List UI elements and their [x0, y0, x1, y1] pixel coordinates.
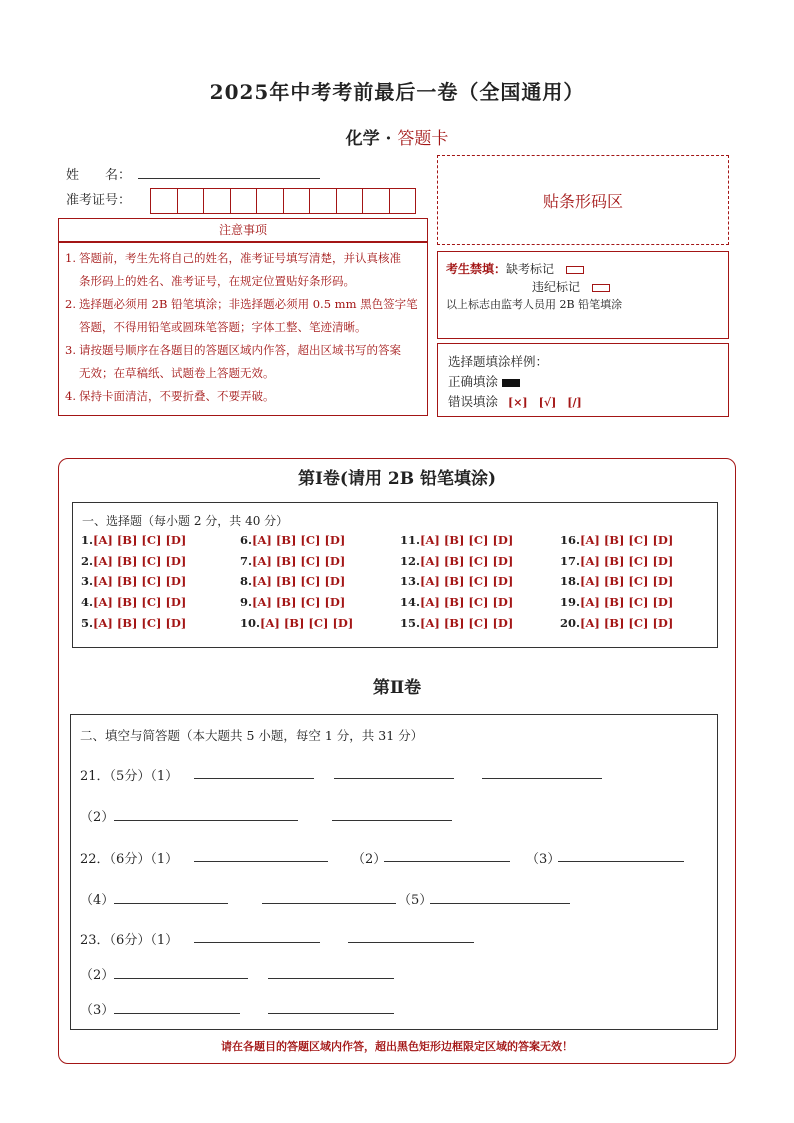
notice-line: 无效；在草稿纸、试题卷上答题无效。 [79, 366, 275, 380]
mc-question-number: 10. [240, 616, 261, 630]
answer-line[interactable] [194, 861, 328, 862]
mc-question[interactable] [400, 554, 513, 568]
mc-options[interactable]: [A] [B] [C] [D] [260, 616, 354, 630]
mc-question[interactable] [400, 616, 513, 630]
barcode-area [437, 155, 729, 245]
q21-2-label: （2） [80, 810, 115, 825]
mc-options[interactable]: [A] [B] [C] [D] [420, 574, 514, 588]
mc-question[interactable] [400, 533, 513, 547]
violation-mark-box[interactable] [592, 284, 610, 292]
mc-question-number: 9. [240, 595, 253, 609]
mc-question-number: 3. [81, 574, 94, 588]
mc-question-number: 15. [400, 616, 421, 630]
answer-line[interactable] [348, 942, 474, 943]
notice-line: 1. 答题前，考生先将自己的姓名，准考证号填写清楚，并认真核准 [65, 251, 401, 265]
mc-question[interactable] [81, 533, 186, 547]
mc-question-number: 6. [240, 533, 253, 547]
name-field[interactable] [138, 178, 320, 179]
mc-options[interactable]: [A] [B] [C] [D] [420, 595, 514, 609]
part2-title: 第Ⅱ卷 [372, 678, 422, 698]
mc-question[interactable] [240, 533, 345, 547]
notice-line: 3. 请按题号顺序在各题目的答题区域内作答，超出区域书写的答案 [65, 343, 401, 357]
mc-question[interactable] [81, 616, 186, 630]
correct-label: 正确填涂 [448, 374, 499, 389]
q21-label: 21．（5分）（1） [80, 769, 179, 784]
wrong-marks: [×] [√] [/] [508, 396, 582, 409]
id-box[interactable] [231, 189, 258, 213]
q22-4-label: （4） [80, 893, 115, 908]
subject-title [0, 124, 794, 149]
mc-question[interactable] [560, 574, 673, 588]
id-box[interactable] [151, 189, 178, 213]
id-box[interactable] [363, 189, 390, 213]
mc-options[interactable]: [A] [B] [C] [D] [420, 533, 514, 547]
mc-question[interactable] [400, 595, 513, 609]
examiner-marks [437, 251, 729, 339]
footer-warning: 请在各题目的答题区域内作答，超出黑色矩形边框限定区域的答案无效！ [221, 1040, 573, 1053]
mc-question-number: 1. [81, 533, 94, 547]
mc-options[interactable]: [A] [B] [C] [D] [580, 595, 674, 609]
forbid-note: 以上标志由监考人员用 2B 铅笔填涂 [446, 298, 623, 311]
id-box[interactable] [284, 189, 311, 213]
id-box[interactable] [310, 189, 337, 213]
mc-question-number: 14. [400, 595, 421, 609]
example-title: 选择题填涂样例： [448, 354, 549, 369]
answer-line[interactable] [194, 942, 320, 943]
absent-label: 缺考标记 [506, 262, 555, 276]
notice-title: 注意事项 [58, 218, 428, 242]
mc-question[interactable] [560, 533, 673, 547]
mc-question-number: 11. [400, 533, 421, 547]
part1-title: 第Ⅰ卷(请用 2B 铅笔填涂) [297, 469, 497, 489]
mc-question[interactable] [560, 595, 673, 609]
barcode-label: 贴条形码区 [542, 191, 623, 211]
mc-section-title: 一、选择题（每小题 2 分，共 40 分） [82, 514, 289, 528]
correct-mark [502, 379, 520, 387]
violation-label: 违纪标记 [532, 280, 581, 294]
id-label: 准考证号： [66, 193, 132, 208]
mc-question-number: 8. [240, 574, 253, 588]
mc-options[interactable]: [A] [B] [C] [D] [93, 616, 187, 630]
answer-line[interactable] [384, 861, 510, 862]
answer-line[interactable] [262, 903, 396, 904]
mc-question[interactable] [560, 616, 673, 630]
q23-2-label: （2） [80, 968, 115, 983]
notice-line: 4. 保持卡面清洁，不要折叠、不要弄破。 [65, 389, 275, 403]
mc-question-number: 17. [560, 554, 581, 568]
mc-options[interactable]: [A] [B] [C] [D] [252, 533, 346, 547]
mc-options[interactable]: [A] [B] [C] [D] [93, 533, 187, 547]
mc-question-number: 18. [560, 574, 581, 588]
notice-line: 答题，不得用铅笔或圆珠笔答题；字体工整、笔迹清晰。 [79, 320, 367, 334]
mc-options[interactable]: [A] [B] [C] [D] [252, 554, 346, 568]
mc-question[interactable] [400, 574, 513, 588]
notice-body [58, 242, 428, 416]
name-label: 姓 名： [66, 168, 132, 183]
subject-label: 化学 · [345, 129, 398, 149]
answer-line[interactable] [482, 778, 602, 779]
mc-question-number: 2. [81, 554, 94, 568]
q22-label: 22．（6分）（1） [80, 852, 179, 867]
fill-example [437, 343, 729, 417]
fill-section-title: 二、填空与简答题（本大题共 5 小题，每空 1 分，共 31 分） [80, 728, 424, 743]
mc-question[interactable] [240, 595, 345, 609]
answer-line[interactable] [114, 1013, 240, 1014]
id-box[interactable] [337, 189, 364, 213]
id-number-boxes[interactable] [150, 188, 416, 214]
mc-options[interactable]: [A] [B] [C] [D] [580, 533, 674, 547]
answer-line[interactable] [114, 978, 248, 979]
q22-2-label: （2） [352, 852, 387, 867]
mc-question-number: 7. [240, 554, 253, 568]
mc-options[interactable]: [A] [B] [C] [D] [93, 574, 187, 588]
mc-question-number: 5. [81, 616, 94, 630]
notice-line: 2. 选择题必须用 2B 铅笔填涂；非选择题必须用 0.5 mm 黑色签字笔 [65, 297, 418, 311]
mc-options[interactable]: [A] [B] [C] [D] [93, 595, 187, 609]
mc-options[interactable]: [A] [B] [C] [D] [420, 554, 514, 568]
q23-label: 23．（6分）（1） [80, 933, 179, 948]
mc-options[interactable]: [A] [B] [C] [D] [420, 616, 514, 630]
mc-question[interactable] [240, 616, 353, 630]
answer-line[interactable] [332, 820, 452, 821]
wrong-label: 错误填涂 [448, 394, 499, 409]
answer-line[interactable] [268, 1013, 394, 1014]
id-box[interactable] [257, 189, 284, 213]
answer-line[interactable] [334, 778, 454, 779]
mc-question[interactable] [560, 554, 673, 568]
mc-question-number: 4. [81, 595, 94, 609]
mc-question[interactable] [240, 574, 345, 588]
mc-question-number: 16. [560, 533, 581, 547]
absent-mark-box[interactable] [566, 266, 584, 274]
mc-options[interactable]: [A] [B] [C] [D] [580, 574, 674, 588]
answer-line[interactable] [114, 903, 228, 904]
mc-options[interactable]: [A] [B] [C] [D] [580, 616, 674, 630]
mc-question[interactable] [81, 554, 186, 568]
forbid-label: 考生禁填： [446, 262, 507, 276]
id-box[interactable] [204, 189, 231, 213]
mc-options[interactable]: [A] [B] [C] [D] [580, 554, 674, 568]
mc-question-number: 19. [560, 595, 581, 609]
q22-5-label: （5） [398, 893, 433, 908]
mc-question[interactable] [240, 554, 345, 568]
answer-line[interactable] [194, 778, 314, 779]
mc-options[interactable]: [A] [B] [C] [D] [93, 554, 187, 568]
mc-question[interactable] [81, 595, 186, 609]
answer-line[interactable] [268, 978, 394, 979]
mc-options[interactable]: [A] [B] [C] [D] [252, 574, 346, 588]
page-title: 2025年中考考前最后一卷（全国通用） [209, 80, 585, 104]
mc-question-number: 12. [400, 554, 421, 568]
fill-in-box [70, 714, 718, 1030]
answer-line[interactable] [430, 903, 570, 904]
q22-3-label: （3） [526, 852, 561, 867]
answer-line[interactable] [558, 861, 684, 862]
mc-question[interactable] [81, 574, 186, 588]
id-box[interactable] [390, 189, 416, 213]
card-label: 答题卡 [397, 129, 449, 149]
id-box[interactable] [178, 189, 205, 213]
answer-line[interactable] [114, 820, 298, 821]
q23-3-label: （3） [80, 1003, 115, 1018]
mc-options[interactable]: [A] [B] [C] [D] [252, 595, 346, 609]
mc-question-number: 13. [400, 574, 421, 588]
notice-line: 条形码上的姓名、准考证号，在规定位置贴好条形码。 [79, 274, 355, 288]
mc-question-number: 20. [560, 616, 581, 630]
